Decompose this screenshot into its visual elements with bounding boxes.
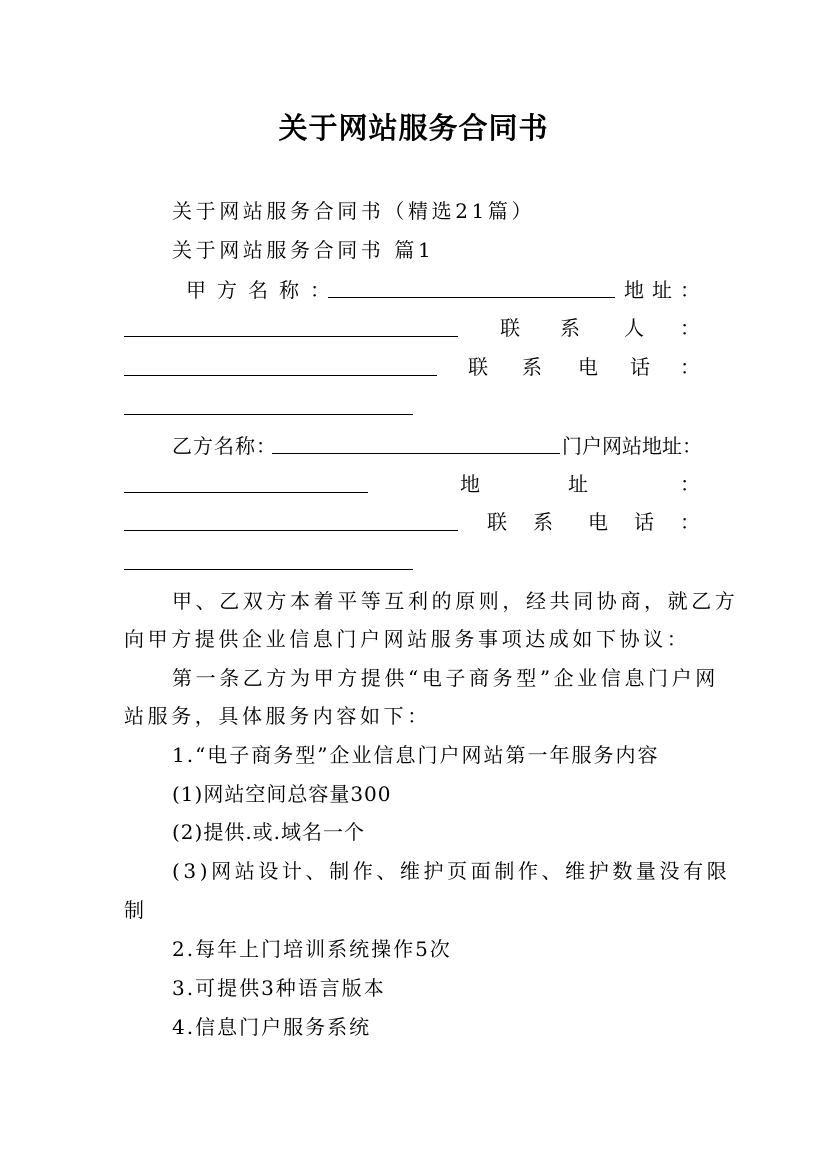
party-a-contact-blank[interactable] — [124, 375, 437, 376]
party-b-address-label-1: 地 — [460, 472, 480, 496]
list-item: (1)网站空间总容量300 — [172, 782, 392, 806]
body-paragraph-line: 第一条乙方为甲方提供“电子商务型”企业信息门户网 — [172, 666, 719, 690]
party-a-contact-label-3: 人 — [624, 316, 644, 340]
party-b-address-label-3: ： — [680, 472, 700, 496]
list-item: 2.每年上门培训系统操作5次 — [172, 937, 452, 961]
party-a-address-label-3: ： — [680, 278, 700, 302]
subtitle: 关于网站服务合同书（精选21篇） — [172, 199, 536, 223]
body-paragraph-line: 向甲方提供企业信息门户网站服务事项达成如下协议： — [124, 627, 691, 651]
list-item: (3)网站设计、制作、维护页面制作、维护数量没有限 — [172, 859, 731, 883]
party-b-phone-label-5: ： — [680, 510, 700, 534]
party-a-name-blank[interactable] — [328, 297, 615, 298]
body-paragraph-line: 甲、乙双方本着平等互利的原则，经共同协商，就乙方 — [172, 589, 739, 613]
list-item: 4.信息门户服务系统 — [172, 1015, 372, 1039]
list-item: 3.可提供3种语言版本 — [172, 976, 386, 1000]
list-item: 1.“电子商务型”企业信息门户网站第一年服务内容 — [172, 743, 660, 767]
party-a-contact-label-1: 联 — [500, 316, 520, 340]
party-b-name-label: 乙方名称： — [172, 434, 277, 458]
party-a-phone-label-4: 话 — [630, 355, 650, 379]
party-b-address-blank[interactable] — [124, 530, 458, 531]
party-a-phone-label-5: ： — [680, 355, 700, 379]
party-b-phone-label-1: 联 — [487, 510, 507, 534]
party-b-portal-blank[interactable] — [124, 492, 368, 493]
party-a-address-blank[interactable] — [124, 336, 458, 337]
party-b-phone-label-4: 话 — [634, 510, 654, 534]
party-a-name-label: 甲方名称： — [186, 278, 341, 302]
party-a-phone-label-1: 联 — [468, 355, 488, 379]
party-b-phone-label-2: 系 — [533, 510, 553, 534]
party-b-name-blank[interactable] — [272, 453, 560, 454]
party-a-contact-label-4: ： — [680, 316, 700, 340]
chapter-heading: 关于网站服务合同书 篇1 — [172, 238, 435, 262]
party-a-phone-blank[interactable] — [124, 414, 413, 415]
party-a-contact-label-2: 系 — [560, 316, 580, 340]
party-b-phone-blank[interactable] — [124, 569, 413, 570]
party-b-phone-label-3: 电 — [588, 510, 608, 534]
party-a-address-label-1: 地 — [624, 278, 644, 302]
body-paragraph-line: 站服务，具体服务内容如下： — [124, 704, 431, 728]
list-item: 制 — [124, 898, 148, 922]
document-title: 关于网站服务合同书 — [278, 111, 549, 145]
party-b-portal-label: 门户网站地址： — [562, 434, 702, 458]
party-a-address-label-2: 址 — [652, 278, 672, 302]
list-item: (2)提供.或.域名一个 — [172, 820, 366, 844]
party-b-address-label-2: 址 — [568, 472, 588, 496]
party-a-phone-label-2: 系 — [522, 355, 542, 379]
party-a-phone-label-3: 电 — [578, 355, 598, 379]
